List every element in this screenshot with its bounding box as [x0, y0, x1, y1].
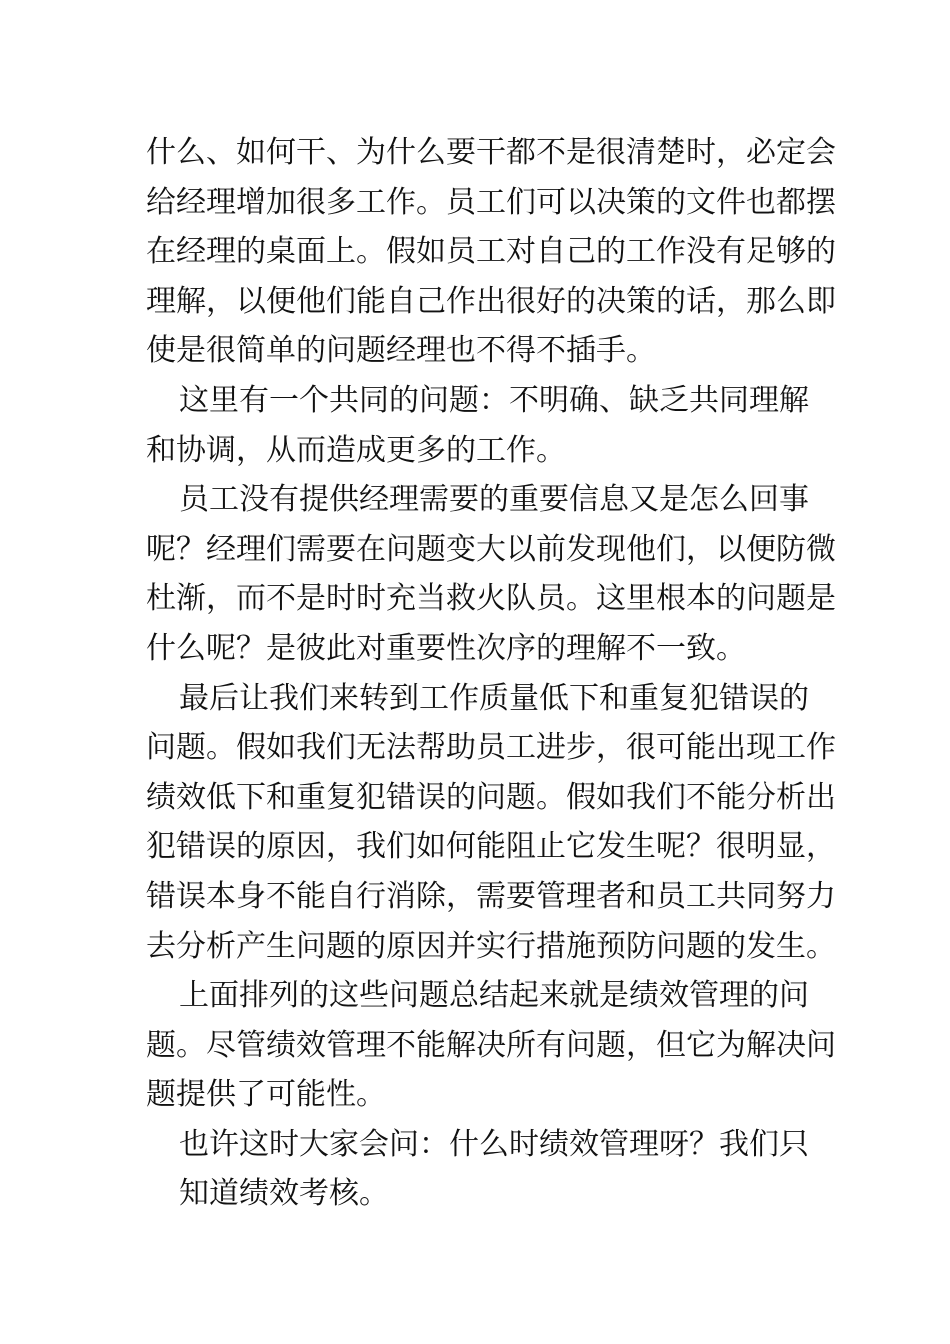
text-line: 什么呢？是彼此对重要性次序的理解不一致。: [146, 630, 746, 666]
text-line: 题。尽管绩效管理不能解决所有问题，但它为解决问: [146, 1027, 836, 1063]
text-line: 呢？经理们需要在问题变大以前发现他们，以便防微: [146, 531, 836, 567]
text-line: 知道绩效考核。: [179, 1176, 389, 1212]
document-body: [146, 128, 836, 1219]
text-line: 也许这时大家会问：什么时绩效管理呀？我们只: [179, 1126, 809, 1162]
text-line: 去分析产生问题的原因并实行措施预防问题的发生。: [146, 928, 836, 964]
text-line: 杜渐，而不是时时充当救火队员。这里根本的问题是: [146, 581, 836, 617]
text-line: 使是很简单的问题经理也不得不插手。: [146, 333, 656, 369]
text-line: 和协调，从而造成更多的工作。: [146, 432, 566, 468]
text-line: 错误本身不能自行消除，需要管理者和员工共同努力: [146, 878, 836, 914]
text-line: 犯错误的原因，我们如何能阻止它发生呢？很明显，: [146, 829, 836, 865]
text-line: 问题。假如我们无法帮助员工进步，很可能出现工作: [146, 730, 836, 766]
text-line: 题提供了可能性。: [146, 1077, 386, 1113]
text-line: 给经理增加很多工作。员工们可以决策的文件也都摆: [146, 184, 836, 220]
text-line: 绩效低下和重复犯错误的问题。假如我们不能分析出: [146, 779, 836, 815]
text-line: 理解，以便他们能自己作出很好的决策的话，那么即: [146, 283, 836, 319]
text-line: 什么、如何干、为什么要干都不是很清楚时，必定会: [146, 135, 836, 170]
text-line: 在经理的桌面上。假如员工对自己的工作没有足够的: [146, 234, 836, 270]
text-line: 员工没有提供经理需要的重要信息又是怎么回事: [179, 482, 809, 518]
text-line: 最后让我们来转到工作质量低下和重复犯错误的: [179, 680, 809, 716]
text-line: 这里有一个共同的问题：不明确、缺乏共同理解: [179, 382, 809, 418]
text-line: 上面排列的这些问题总结起来就是绩效管理的问: [179, 978, 809, 1014]
